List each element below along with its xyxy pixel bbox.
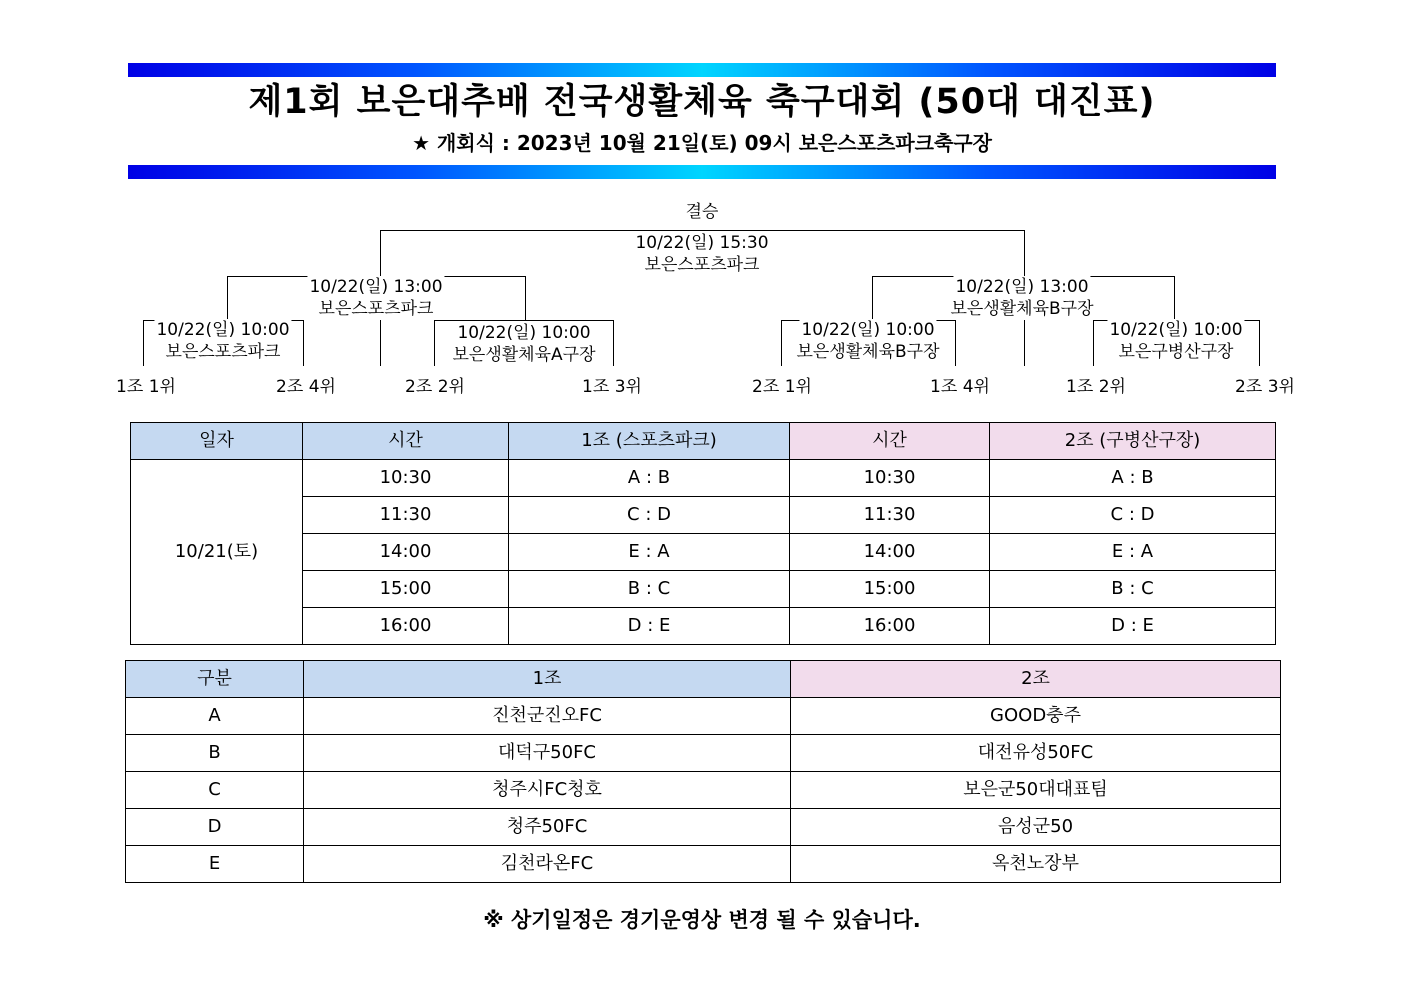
match-cell: D : E [509, 608, 790, 645]
header-division: 구분 [126, 661, 304, 698]
qf4-venue: 보은구병산구장 [1118, 342, 1234, 362]
seed-5: 2조 1위 [752, 377, 812, 397]
qf3-venue: 보은생활체육B구장 [796, 342, 940, 362]
team-group1: 김천라온FC [304, 846, 791, 883]
match-cell: E : A [509, 534, 790, 571]
table-row [126, 735, 1281, 772]
seed-1: 1조 1위 [116, 377, 176, 397]
team-group1: 청주50FC [304, 809, 791, 846]
team-code: B [126, 735, 304, 772]
top-gradient-band [128, 63, 1276, 77]
team-group1: 대덕구50FC [304, 735, 791, 772]
qf3-time: 10/22(일) 10:00 [801, 320, 935, 340]
table-row [126, 846, 1281, 883]
qf2-time: 10/22(일) 10:00 [457, 323, 591, 343]
header-group2: 2조 (구병산구장) [990, 423, 1276, 460]
time-cell: 16:00 [303, 608, 509, 645]
final-time: 10/22(일) 15:30 [635, 233, 769, 253]
header-time-1: 시간 [303, 423, 509, 460]
final-venue: 보은스포츠파크 [644, 255, 760, 275]
time-cell: 15:00 [790, 571, 990, 608]
team-roster-table [125, 660, 1281, 883]
qf1-time: 10/22(일) 10:00 [156, 320, 290, 340]
table-row [131, 460, 1276, 497]
team-group2: 옥천노장부 [791, 846, 1281, 883]
semi-left-time: 10/22(일) 13:00 [309, 277, 443, 297]
qf2-venue: 보은생활체육A구장 [452, 345, 596, 365]
match-cell: A : B [509, 460, 790, 497]
table-row [131, 608, 1276, 645]
seed-7: 1조 2위 [1066, 377, 1126, 397]
seed-2: 2조 4위 [276, 377, 336, 397]
team-group2: GOOD충주 [791, 698, 1281, 735]
match-cell: D : E [990, 608, 1276, 645]
time-cell: 16:00 [790, 608, 990, 645]
header-date: 일자 [131, 423, 303, 460]
team-code: E [126, 846, 304, 883]
header-group1-teams: 1조 [304, 661, 791, 698]
seed-6: 1조 4위 [930, 377, 990, 397]
header-group2-teams: 2조 [791, 661, 1281, 698]
table-row [131, 571, 1276, 608]
team-code: A [126, 698, 304, 735]
match-cell: C : D [509, 497, 790, 534]
group-schedule-table [130, 422, 1276, 645]
header-time-2: 시간 [790, 423, 990, 460]
semi-right-venue: 보은생활체육B구장 [950, 299, 1094, 319]
semi-right-time: 10/22(일) 13:00 [955, 277, 1089, 297]
schedule-change-note: ※ 상기일정은 경기운영상 변경 될 수 있습니다. [483, 908, 921, 932]
team-code: C [126, 772, 304, 809]
final-label: 결승 [685, 202, 719, 222]
match-cell: A : B [990, 460, 1276, 497]
page-title: 제1회 보은대추배 전국생활체육 축구대회 (50대 대진표) [248, 82, 1156, 122]
header-group1: 1조 (스포츠파크) [509, 423, 790, 460]
time-cell: 11:30 [303, 497, 509, 534]
qf1-venue: 보은스포츠파크 [165, 342, 281, 362]
bracket-lines [0, 190, 1403, 410]
schedule-date: 10/21(토) [131, 460, 303, 645]
tournament-bracket [0, 190, 1403, 410]
team-group2: 대전유성50FC [791, 735, 1281, 772]
match-cell: B : C [990, 571, 1276, 608]
table-row [131, 497, 1276, 534]
time-cell: 10:30 [790, 460, 990, 497]
schedule-header-row [131, 423, 1276, 460]
qf4-time: 10/22(일) 10:00 [1109, 320, 1243, 340]
match-cell: C : D [990, 497, 1276, 534]
table-row [131, 534, 1276, 571]
team-group1: 청주시FC청호 [304, 772, 791, 809]
semi-left-venue: 보은스포츠파크 [318, 299, 434, 319]
seed-8: 2조 3위 [1235, 377, 1295, 397]
team-group2: 보은군50대대표팀 [791, 772, 1281, 809]
seed-4: 1조 3위 [582, 377, 642, 397]
team-group1: 진천군진오FC [304, 698, 791, 735]
bottom-gradient-band [128, 165, 1276, 179]
table-row [126, 698, 1281, 735]
time-cell: 15:00 [303, 571, 509, 608]
time-cell: 11:30 [790, 497, 990, 534]
roster-header-row [126, 661, 1281, 698]
opening-ceremony-info: ★ 개회식 : 2023년 10월 21일(토) 09시 보은스포츠파크축구장 [412, 131, 992, 155]
team-code: D [126, 809, 304, 846]
match-cell: B : C [509, 571, 790, 608]
table-row [126, 809, 1281, 846]
time-cell: 10:30 [303, 460, 509, 497]
time-cell: 14:00 [790, 534, 990, 571]
seed-3: 2조 2위 [405, 377, 465, 397]
time-cell: 14:00 [303, 534, 509, 571]
team-group2: 음성군50 [791, 809, 1281, 846]
table-row [126, 772, 1281, 809]
match-cell: E : A [990, 534, 1276, 571]
